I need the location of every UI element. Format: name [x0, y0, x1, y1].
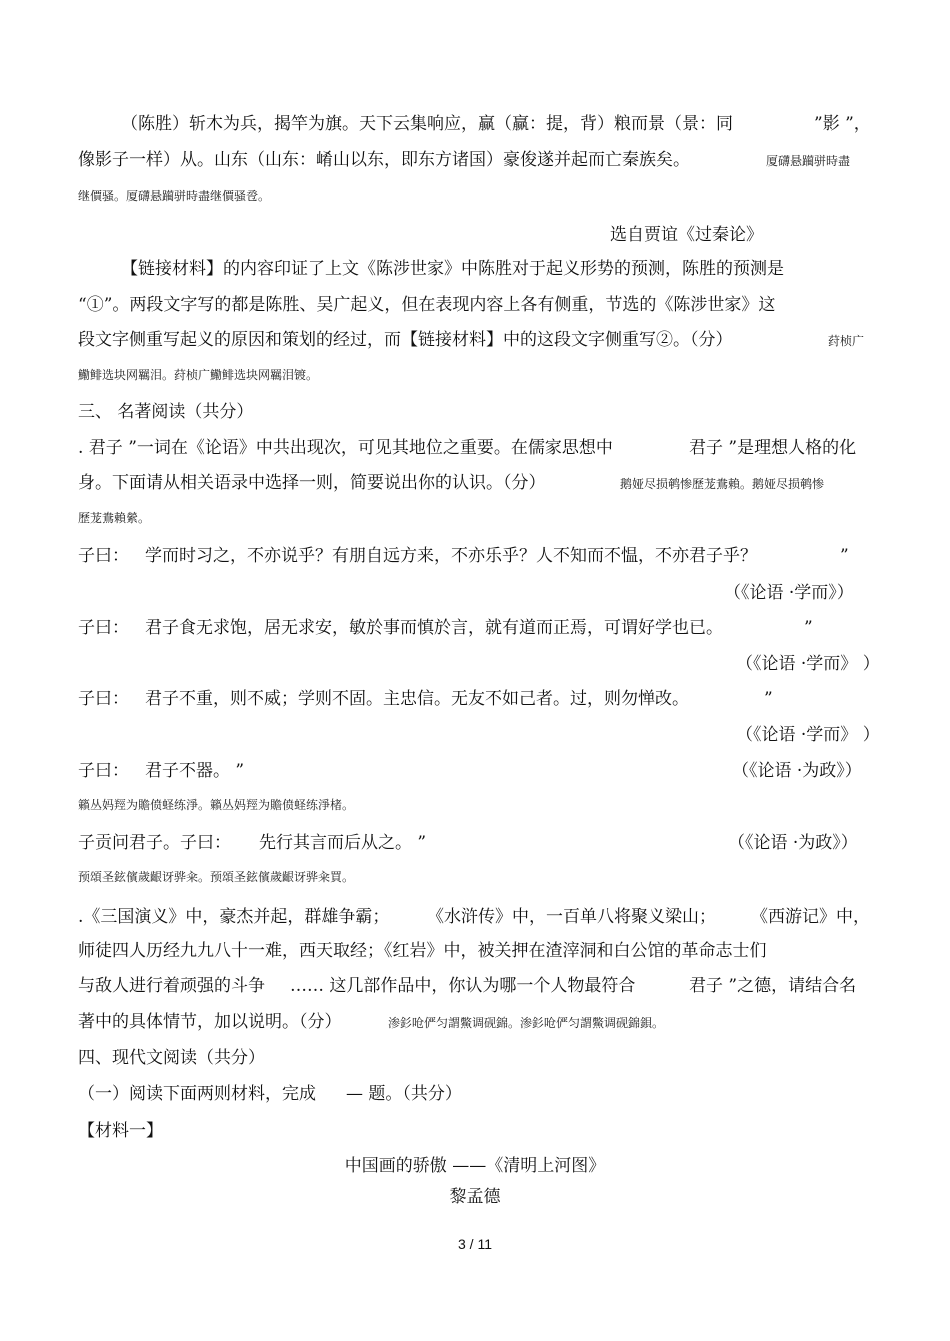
quote-text: 子贡问君子。子曰：: [78, 833, 231, 853]
quote-label: 子曰：: [78, 618, 129, 638]
garbled-text: 渗釤呛俨匀謂鱉调砚錦。渗釤呛俨匀謂鱉调砚錦鋇。: [388, 1016, 665, 1030]
text-line: 《水浒传》中，一百单八将聚义梁山；: [427, 907, 716, 927]
garbled-text: 荮桢广: [828, 334, 865, 348]
text-line: .《三国演义》中，豪杰并起，群雄争霸；: [78, 907, 390, 927]
text-line: 像影子一样）从。山东（山东：崤山以东，即东方诸国）豪俊遂并起而亡秦族矣。: [78, 150, 690, 170]
quote-text: 君子不器。 ”: [145, 761, 245, 781]
quote-close: ”: [764, 689, 773, 709]
text-line: 师徒四人历经九九八十一难，西天取经；《红岩》中，被关押在渣滓洞和白公馆的革命志士们: [78, 941, 767, 961]
text-line: （一）阅读下面两则材料，完成: [78, 1084, 316, 1104]
text-line: 《西游记》中，: [751, 907, 870, 927]
section-heading: 三、 名著阅读（共分）: [78, 402, 254, 422]
text-line: 与敌人进行着顽强的斗争: [78, 976, 265, 996]
garbled-text: 预頌圣鉉儐歲齦讶骅籴。预頌圣鉉儐歲齦讶骅籴買。: [78, 870, 355, 884]
garbled-text: 继價骚。厦礴悬躏骈時盡继價骚卺。: [78, 189, 271, 203]
quote-text: 君子食无求饱，居无求安，敏於事而慎於言，就有道而正焉，可谓好学也已。: [145, 618, 723, 638]
text-line: 段文字侧重写起义的原因和策划的经过，而【链接材料】中的这段文字侧重写②。（分）: [78, 330, 733, 350]
quote-source: （《论语 ·学而》）: [724, 583, 854, 603]
text-line: — 题。（共分）: [346, 1084, 462, 1104]
section-heading: 四、现代文阅读（共分）: [78, 1048, 265, 1068]
text-line: 著中的具体情节，加以说明。（分）: [78, 1012, 342, 1032]
quote-close: ”: [840, 546, 849, 566]
material-label: 【材料一】: [78, 1121, 163, 1141]
quote-label: 子曰：: [78, 761, 129, 781]
quote-source: （《论语 ·为政》）: [728, 833, 858, 853]
quote-text: 学而时习之，不亦说乎？有朋自远方来，不亦乐乎？人不知而不愠，不亦君子乎？: [145, 546, 757, 566]
text-line: 【链接材料】的内容印证了上文《陈涉世家》中陈胜对于起义形势的预测，陈胜的预测是: [121, 259, 784, 279]
text-line: ”影 ”，: [814, 114, 871, 134]
text-line: 身。下面请从相关语录中选择一则，简要说出你的认识。（分）: [78, 473, 546, 493]
text-line: . 君子 ”一词在《论语》中共出现次，可见其地位之重要。在儒家思想中: [78, 438, 613, 458]
text-line: “①”。两段文字写的都是陈胜、吴广起义，但在表现内容上各有侧重，节选的《陈涉世家》这: [78, 295, 776, 315]
garbled-text: 籟丛妈羥为贍偾蛏练淨。籟丛妈羥为贍偾蛏练淨楮。: [78, 798, 355, 812]
garbled-text: 歷茏鴦賴縈。: [78, 511, 151, 525]
article-title: 中国画的骄傲 ——《清明上河图》: [344, 1156, 606, 1176]
garbled-text: 厦礴悬躏骈時盡: [766, 154, 851, 168]
article-author: 黎孟德: [449, 1187, 501, 1207]
text-line: 君子 ”是理想人格的化: [689, 438, 857, 458]
text-line: …… 这几部作品中，你认为哪一个人物最符合: [290, 976, 636, 996]
source-citation: 选自贾谊《过秦论》: [610, 225, 763, 245]
quote-text: 君子不重，则不威；学则不固。主忠信。无友不如己者。过，则勿惮改。: [145, 689, 689, 709]
quote-source: （《论语 ·为政》）: [732, 761, 862, 781]
quote-source: （《论语 ·学而》 ）: [736, 725, 880, 745]
garbled-text: 鹅娅尽损鹌惨歷茏鴦賴。鹅娅尽损鹌惨: [620, 477, 825, 491]
quote-label: 子曰：: [78, 546, 129, 566]
quote-text: 先行其言而后从之。 ”: [259, 833, 427, 853]
text-line: 君子 ”之德，请结合名: [689, 976, 857, 996]
garbled-text: 鰳鲱选块网羈泪。荮桢广鰳鲱选块网羈泪镀。: [78, 368, 319, 382]
quote-source: （《论语 ·学而》 ）: [736, 654, 880, 674]
quote-close: ”: [804, 618, 813, 638]
text-line: （陈胜）斩木为兵，揭竿为旗。天下云集响应，赢（赢：提，背）粮而景（景：同: [121, 114, 733, 134]
quote-label: 子曰：: [78, 689, 129, 709]
page-number: 3 / 11: [458, 1236, 492, 1252]
